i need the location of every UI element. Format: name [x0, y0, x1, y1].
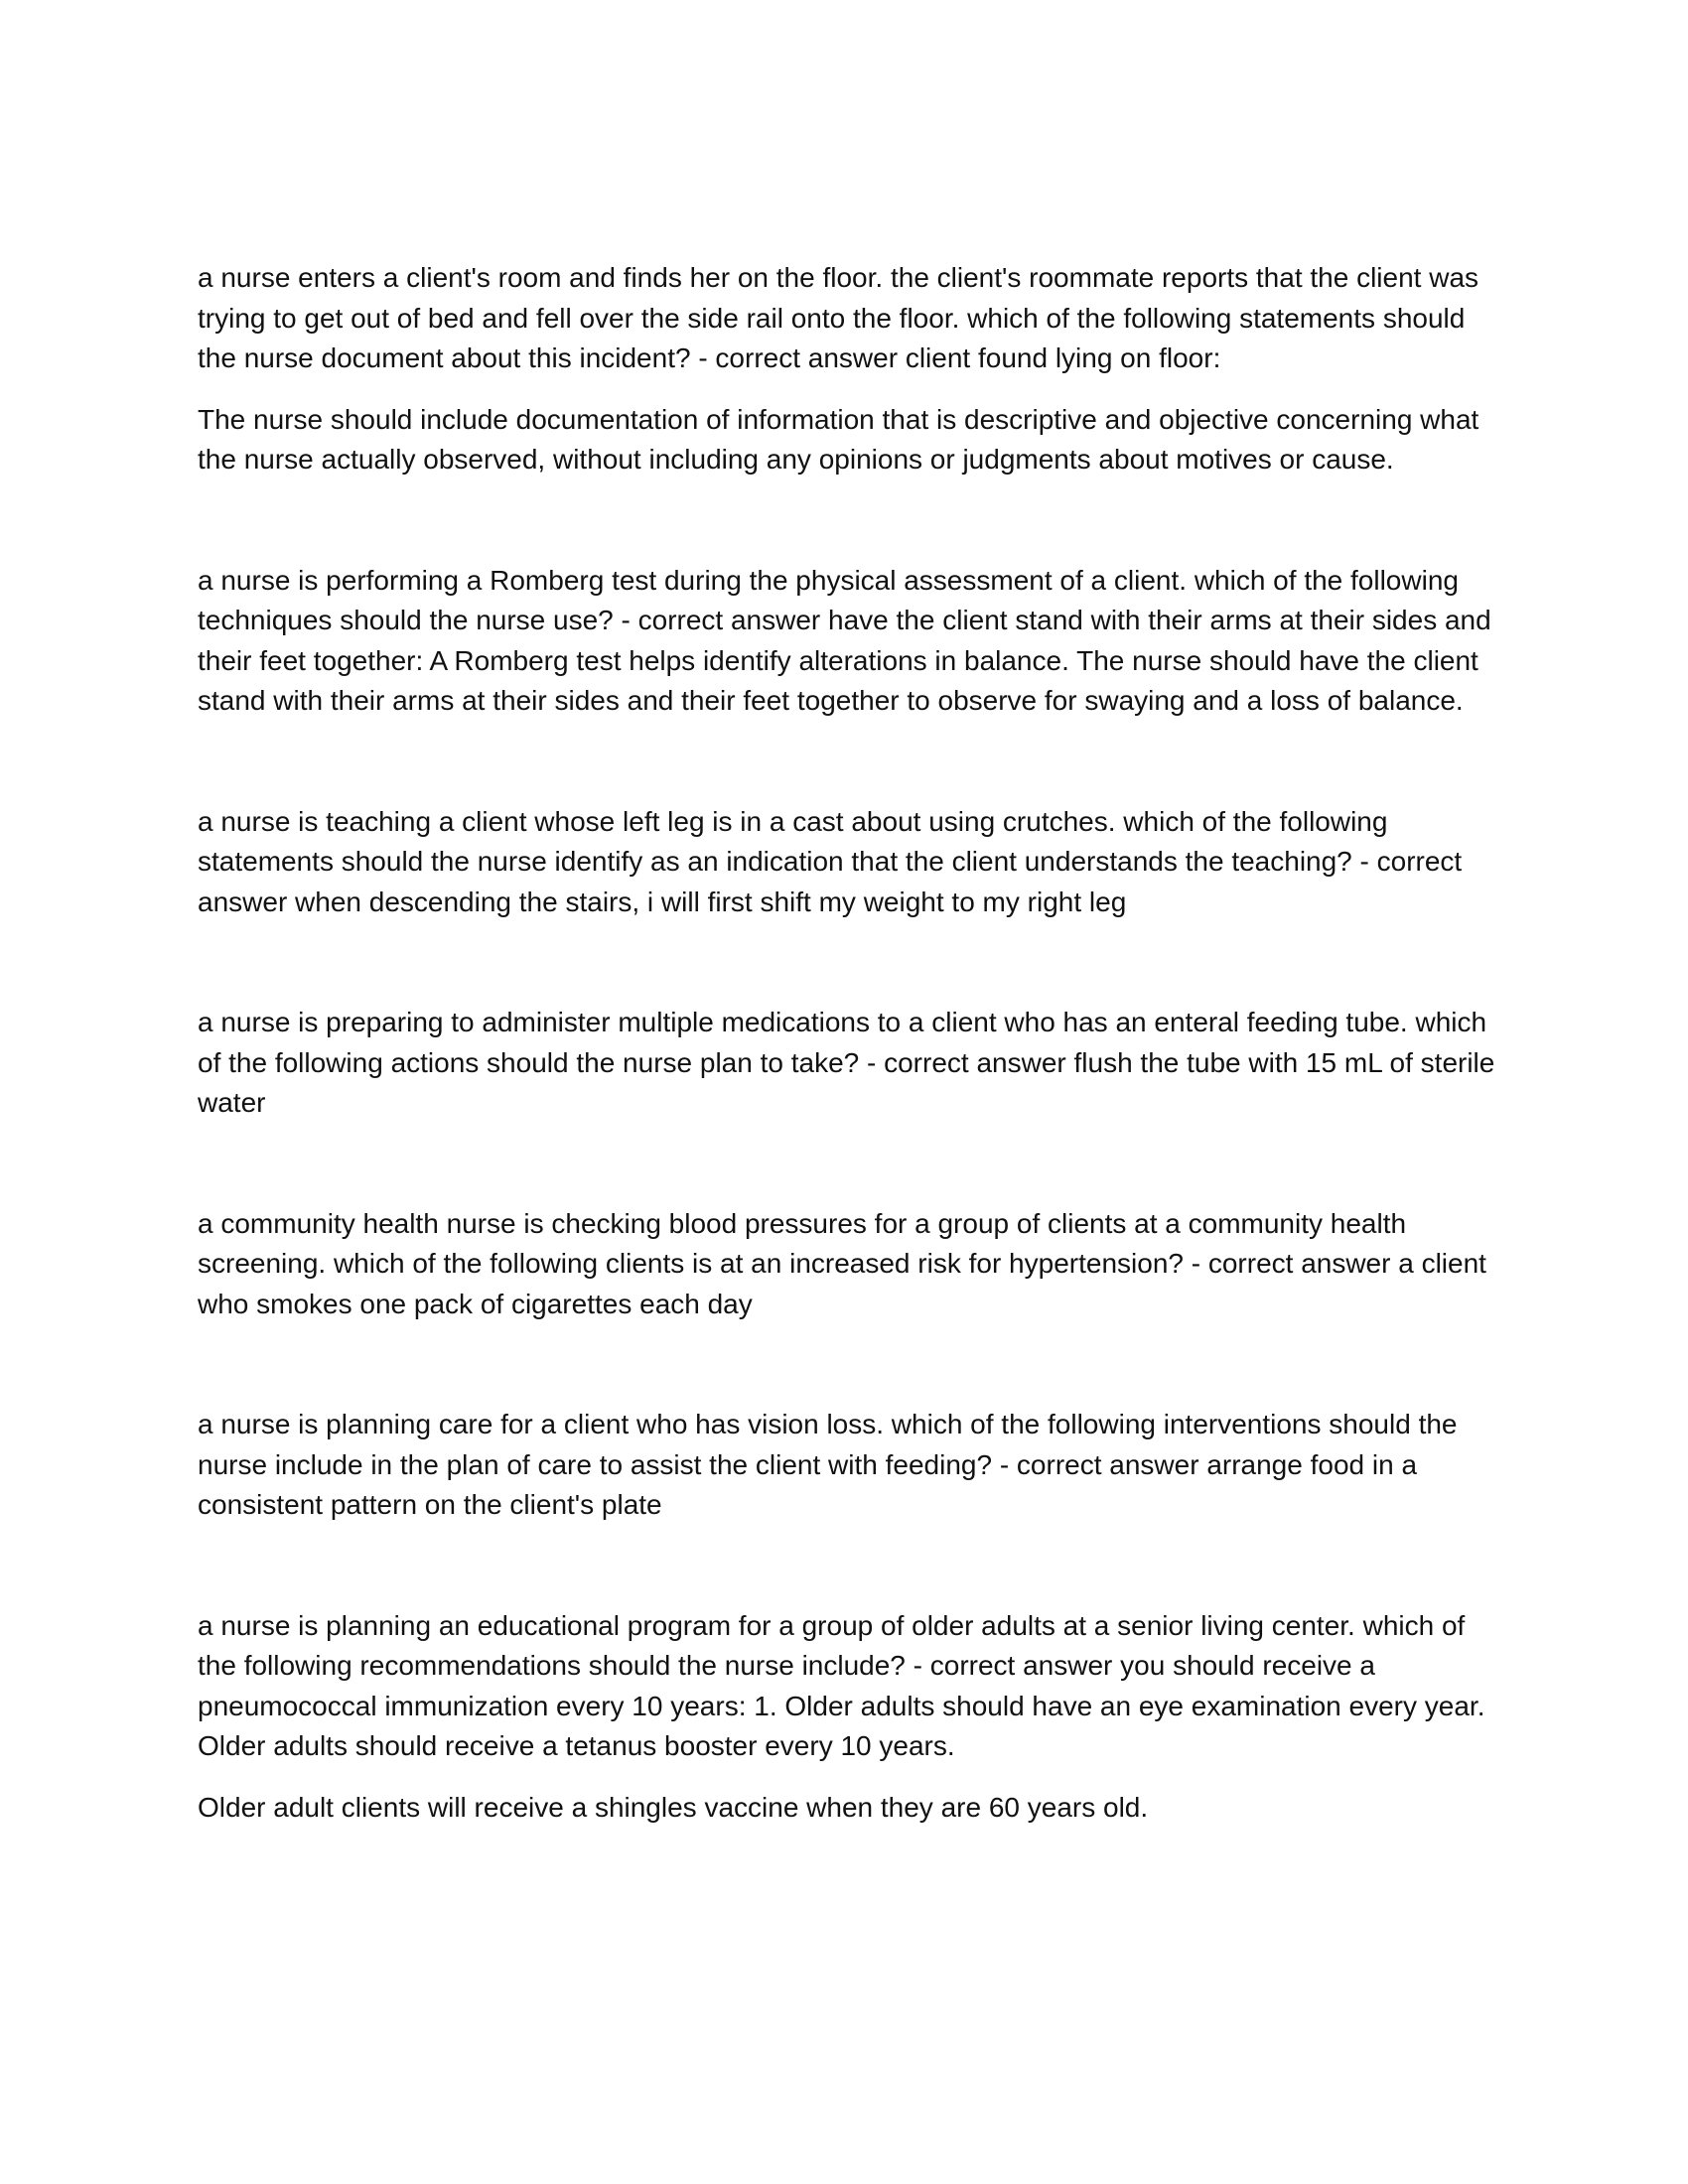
qa-entry-crutches-teaching — [198, 802, 1498, 923]
question-answer-text: a nurse is planning an educational program for a group of older adults at a senior living center. which of the following recommendations should the nurse include? - correct answer you should receive a pneumococcal immunization every 10 years: 1. Older adults should have an eye examination every year. Older adults should receive a tetanus booster every 10 years. — [198, 1609, 1485, 1761]
qa-entry-vision-loss-feeding — [198, 1405, 1498, 1526]
qa-entry-enteral-medications — [198, 1003, 1498, 1124]
qa-entry-older-adults-education — [198, 1606, 1498, 1829]
question-answer-text: a nurse is planning care for a client who has vision loss. which of the following interventions should the nurse include in the plan of care to assist the client with feeding? - correct answer arrange food in a consistent pattern on the client's plate — [198, 1409, 1458, 1520]
question-answer-text: a nurse is performing a Romberg test during the physical assessment of a client. which of the following techniques should the nurse use? - correct answer have the client stand with their arms at their sides and their feet together: A Romberg test helps identify alterations in balance. The nurse should have the client stand with their arms at their sides and their feet together to observe for swaying and a loss of balance. — [198, 564, 1491, 716]
question-answer-text: a nurse is teaching a client whose left leg is in a cast about using crutches. which of the following statements should the nurse identify as an indication that the client understands the teaching? - correct answer when descending the stairs, i will first shift my weight to my right leg — [198, 805, 1463, 917]
qa-entry-fall-documentation — [198, 258, 1498, 480]
qa-entry-hypertension-risk — [198, 1204, 1498, 1325]
question-answer-text: a nurse enters a client's room and finds her on the floor. the client's roommate reports that the client was trying to get out of bed and fell over the side rail onto the floor. which of the following statements should the nurse document about this incident? - correct answer client found lying on floor: — [198, 262, 1479, 373]
question-answer-text: a community health nurse is checking blood pressures for a group of clients at a community health screening. which of the following clients is at an increased risk for hypertension? - correct answer a client who smokes one pack of cigarettes each day — [198, 1207, 1486, 1319]
question-answer-text: a nurse is preparing to administer multiple medications to a client who has an enteral feeding tube. which of the following actions should the nurse plan to take? - correct answer flush the tube with 15 mL of sterile water — [198, 1007, 1495, 1118]
document-body — [198, 258, 1498, 1828]
rationale-text: Older adult clients will receive a shingles vaccine when they are 60 years old. — [198, 1791, 1149, 1823]
qa-entry-romberg-test — [198, 561, 1498, 722]
rationale-text: The nurse should include documentation of information that is descriptive and objective concerning what the nurse actually observed, without including any opinions or judgments about motives or cause. — [198, 403, 1479, 475]
